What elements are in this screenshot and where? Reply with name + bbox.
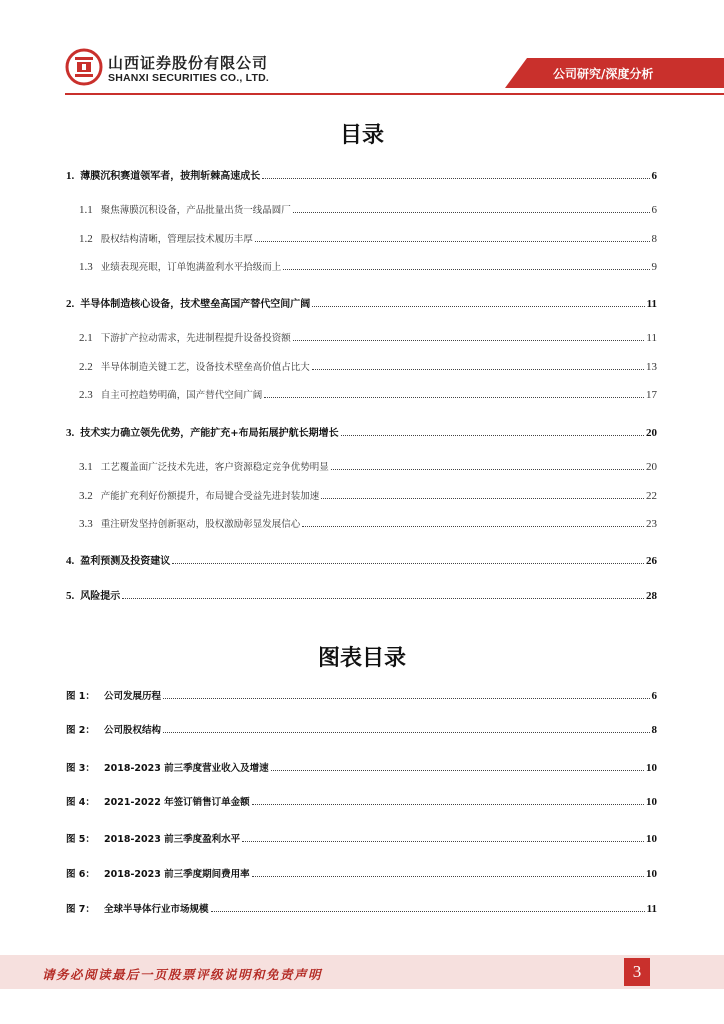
toc-entry-text: 盈利预测及投资建议 [80,556,171,567]
company-logo-icon [65,48,103,86]
toc-entry-number: 5. [66,590,75,602]
toc-leader-dots [312,369,644,370]
toc-entry-text: 风险提示 [80,591,121,602]
toc-subsection-entry[interactable] [79,488,657,502]
company-name-cn: 山西证券股份有限公司 [108,54,269,72]
figure-page: 10 [646,796,657,808]
footer-disclaimer: 请务必阅读最后一页股票评级说明和免责声明 [42,967,323,982]
toc-section-entry[interactable] [66,168,657,182]
toc-section-entry[interactable] [66,296,657,310]
toc-entry-page: 9 [651,261,657,273]
toc-leader-dots [293,212,650,213]
toc-leader-dots [122,598,644,599]
toc-entry-number: 2.2 [79,361,93,373]
toc-subsection-entry[interactable] [79,231,657,245]
toc-entry-page: 17 [646,389,657,401]
toc-entry-number: 3.3 [79,518,93,530]
toc-entry-page: 22 [646,490,657,502]
header-divider [65,93,724,95]
figure-label: 图 7： [66,904,95,915]
toc-subsection-entry[interactable] [79,359,657,373]
figure-list-entry[interactable] [66,866,657,880]
toc-leader-dots [302,526,644,527]
toc-entry-text: 股权结构清晰，管理层技术履历丰厚 [100,234,253,245]
toc-entry-page: 11 [646,298,657,310]
toc-leader-dots [293,340,645,341]
figure-label: 图 2： [66,725,95,736]
figure-page: 6 [651,690,657,702]
toc-leader-dots [321,498,644,499]
toc-entry-text: 自主可控趋势明确，国产替代空间广阔 [100,390,263,401]
toc-entry-page: 13 [646,361,657,373]
toc-leader-dots [312,306,644,307]
toc-subsection-entry[interactable] [79,330,657,344]
toc-entry-number: 2. [66,298,75,310]
figure-list-entry[interactable] [66,901,657,915]
figure-list-entry[interactable] [66,794,657,808]
toc-section-entry[interactable] [66,425,657,439]
figure-page: 8 [651,724,657,736]
toc-entry-number: 1.2 [79,233,93,245]
toc-entry-text: 下游扩产拉动需求，先进制程提升设备投资额 [100,333,291,344]
toc-entry-page: 20 [646,461,657,473]
toc-leader-dots [262,178,649,179]
figure-leader-dots [252,876,644,877]
toc-section-entry[interactable] [66,553,657,567]
toc-entry-text: 聚焦薄膜沉积设备，产品批量出货一线晶圆厂 [100,205,291,216]
figure-page: 10 [646,868,657,880]
toc-leader-dots [283,269,649,270]
toc-entry-page: 26 [646,555,657,567]
toc-entry-page: 28 [646,590,657,602]
toc-entry-page: 8 [651,233,657,245]
figure-leader-dots [252,804,644,805]
toc-entry-text: 业绩表现亮眼，订单饱满盈利水平拾级而上 [100,262,282,273]
figure-page: 11 [646,903,657,915]
figure-label: 图 5： [66,834,95,845]
figure-title: 2018-2023 前三季度期间费用率 [104,869,250,880]
toc-leader-dots [264,397,644,398]
figure-title: 公司发展历程 [104,691,162,702]
toc-leader-dots [255,241,650,242]
figure-title: 全球半导体行业市场规模 [104,904,209,915]
toc-entry-number: 1. [66,170,75,182]
toc-entry-text: 薄膜沉积赛道领军者，披荆斩棘高速成长 [80,171,261,182]
figure-title: 公司股权结构 [104,725,162,736]
toc-entry-text: 半导体制造关键工艺，设备技术壁垒高价值占比大 [100,362,310,373]
figure-label: 图 6： [66,869,95,880]
toc-title: 目录 [339,123,384,148]
report-type-label: 公司研究/深度分析 [553,67,654,81]
figure-list-entry[interactable] [66,831,657,845]
figure-page: 10 [646,833,657,845]
toc-entry-page: 6 [651,170,657,182]
toc-entry-number: 3. [66,427,75,439]
toc-entry-page: 23 [646,518,657,530]
toc-entry-number: 1.3 [79,261,93,273]
figure-label: 图 1： [66,691,95,702]
toc-entry-number: 3.1 [79,461,93,473]
figures-title: 图表目录 [317,646,406,671]
figure-label: 图 3： [66,763,95,774]
figure-leader-dots [242,841,644,842]
toc-entry-page: 11 [646,332,657,344]
toc-leader-dots [331,469,644,470]
figure-leader-dots [163,698,649,699]
figure-leader-dots [211,911,645,912]
toc-entry-number: 2.1 [79,332,93,344]
figure-title: 2018-2023 前三季度盈利水平 [104,834,241,845]
toc-section-entry[interactable] [66,588,657,602]
toc-entry-page: 6 [651,204,657,216]
toc-entry-text: 半导体制造核心设备，技术壁垒高国产替代空间广阔 [80,299,311,310]
figure-page: 10 [646,762,657,774]
figure-list-entry[interactable] [66,688,657,702]
toc-subsection-entry[interactable] [79,202,657,216]
toc-subsection-entry[interactable] [79,459,657,473]
toc-entry-number: 1.1 [79,204,93,216]
toc-leader-dots [172,563,644,564]
toc-leader-dots [341,435,644,436]
toc-subsection-entry[interactable] [79,387,657,401]
toc-entry-text: 技术实力确立领先优势，产能扩充+布局拓展护航长期增长 [80,428,339,439]
toc-entry-text: 工艺覆盖面广泛技术先进，客户资源稳定竞争优势明显 [100,462,329,473]
toc-entry-number: 4. [66,555,75,567]
toc-entry-number: 3.2 [79,490,93,502]
company-name-en: SHANXI SECURITIES CO., LTD. [108,72,269,84]
toc-subsection-entry[interactable] [79,516,657,530]
figure-leader-dots [163,732,649,733]
toc-subsection-entry[interactable] [79,259,657,273]
figure-leader-dots [271,770,644,771]
page-header [0,0,724,95]
figure-list-entry[interactable] [66,722,657,736]
figure-title: 2021-2022 年签订销售订单金额 [104,797,250,808]
toc-entry-text: 重注研发坚持创新驱动，股权激励彰显发展信心 [100,519,301,530]
toc-entry-page: 20 [646,427,657,439]
toc-entry-text: 产能扩充利好份额提升，布局键合受益先进封装加速 [100,491,320,502]
figure-label: 图 4： [66,797,95,808]
figure-list-entry[interactable] [66,760,657,774]
figure-title: 2018-2023 前三季度营业收入及增速 [104,763,269,774]
page-number: 3 [624,958,650,986]
toc-entry-number: 2.3 [79,389,93,401]
